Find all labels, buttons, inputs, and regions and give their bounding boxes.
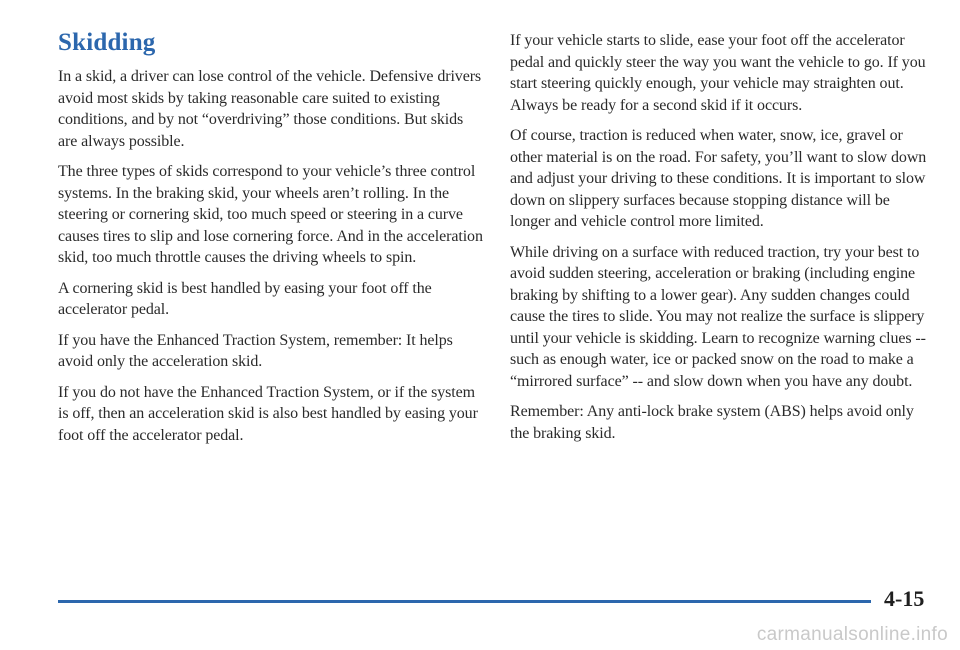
paragraph: In a skid, a driver can lose control of the vehicle. Defensive drivers avoid most skids by taking reasonable care suited to existing conditions, and by not “overdriving” those conditions. But skids are always possible. <box>58 68 482 150</box>
left-column <box>58 28 483 455</box>
section-heading: Skidding <box>58 29 156 56</box>
right-column <box>510 30 930 453</box>
watermark: carmanualsonline.info <box>756 624 948 645</box>
paragraph: Remember: Any anti-lock brake system (ABS) helps avoid only the braking skid. <box>510 403 914 442</box>
paragraph: If your vehicle starts to slide, ease your foot off the accelerator pedal and quickly steer the way you want the vehicle to go. If you start steering quickly enough, your vehicle may straighten out. Always be ready for a second skid if it occurs. <box>510 32 926 114</box>
page-number: 4-15 <box>884 586 925 611</box>
paragraph: A cornering skid is best handled by easing your foot off the accelerator pedal. <box>58 279 432 318</box>
paragraph: If you do not have the Enhanced Traction System, or if the system is off, then an acceleration skid is also best handled by easing your foot off the accelerator pedal. <box>58 383 478 444</box>
paragraph: Of course, traction is reduced when water, snow, ice, gravel or other material is on the road. For safety, you’ll want to slow down and adjust your driving to these conditions. It is important to slow down on slippery surfaces because stopping distance will be longer and vehicle control more limited. <box>510 127 927 230</box>
paragraph: While driving on a surface with reduced traction, try your best to avoid sudden steering, acceleration or braking (including engine braking by shifting to a lower gear). Any sudden changes could cause the tires to slide. You may not realize the surface is slippery until your vehicle is skidding. Learn to recognize warning clues -- such as enough water, ice or packed snow on the road to make a “mirrored surface” -- and slow down when you have any doubt. <box>510 243 926 390</box>
footer-rule <box>58 600 871 603</box>
paragraph: The three types of skids correspond to your vehicle’s three control systems. In the braking skid, your wheels aren’t rolling. In the steering or cornering skid, too much speed or steering in a curve causes tires to slip and lose cornering force. And in the acceleration skid, too much throttle causes the driving wheels to spin. <box>58 163 483 266</box>
paragraph: If you have the Enhanced Traction System, remember: It helps avoid only the acceleration skid. <box>58 331 453 370</box>
